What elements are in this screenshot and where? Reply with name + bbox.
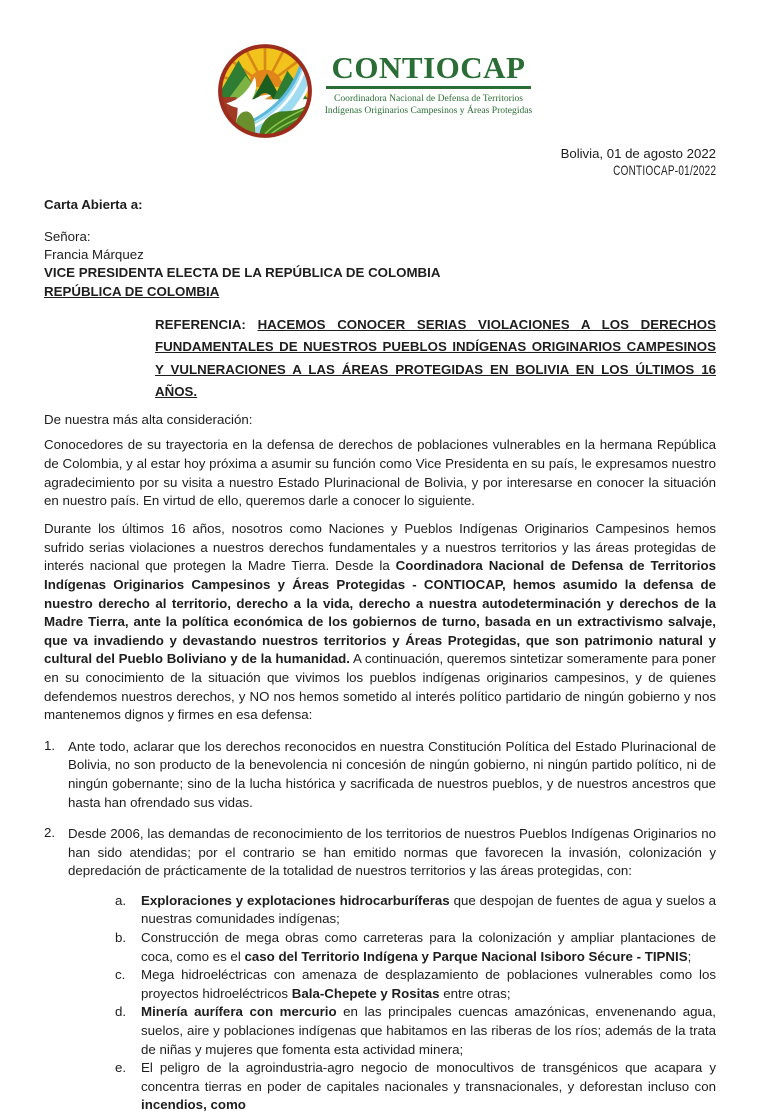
org-brand-block	[325, 40, 533, 118]
lettered-item-b	[115, 929, 716, 966]
item-text-bold: Minería aurífera con mercurio	[141, 1004, 337, 1020]
item-text-pre: Construcción de mega obras como carreteras para la colonización y ampliar plantaciones de coca, como es el	[141, 930, 716, 964]
addressee-role: VICE PRESIDENTA ELECTA DE LA REPÚBLICA DE COLOMBIA	[44, 265, 441, 281]
greeting: De nuestra más alta consideración:	[44, 411, 253, 427]
item-text-bold: Exploraciones y explotaciones hidrocarburíferas	[141, 892, 450, 908]
item-text-post: que despojan de fuentes de agua y suelos a nuestras comunidades indígenas;	[141, 892, 716, 927]
contiocap-logo-emblem-icon	[214, 40, 316, 142]
item-text-bold: caso del Territorio Indígena y Parque Nacional Isiboro Sécure - TIPNIS	[244, 948, 688, 964]
paragraph-2-bold: Coordinadora Nacional de Defensa de Territorios Indígenas Originarios Campesinos y Áreas Protegidas - CONTIOCAP, hemos asumido la defensa de nuestro derecho al territorio, derecho a la vida, derecho a nuestra autodeterminación y derechos de la Madre Tierra, ante la política económica de los gobiernos de turno, basada en un extractivismo salvaje, que va invadiendo y devastando nuestros territorios y Áreas Protegidas, que son patrimonio natural y cultural del Pueblo Boliviano y de la humanidad.	[44, 558, 716, 667]
lettered-item-c	[115, 966, 716, 1003]
paragraph-1: Conocedores de su trayectoria en la defensa de derechos de poblaciones vulnerables en la hermana República de Colombia, y al estar hoy próxima a asumir su función como Vice Presidenta en su país, le expresamos nuestro agradecimiento por su visita a nuestro Estado Plurinacional de Bolivia, y por interesarse en conocer la situación en nuestro país. En virtud de ello, queremos darle a conocer lo siguiente.	[44, 437, 716, 509]
open-letter-heading: Carta Abierta a:	[44, 197, 143, 212]
org-name: CONTIOCAP	[331, 50, 526, 85]
item-text-post: entre otras;	[439, 985, 511, 1001]
paragraph-2-post: A continuación, queremos sintetizar someramente para poner en su conocimiento de la situación que vivimos los pueblos indígenas originarios campesinos, y de quienes defendemos nuestros derechos, y NO nos hemos sometido al interés político partidario de ningún gobierno y nos mantenemos dignos y firmes en esa defensa:	[44, 651, 716, 723]
item-letter: e.	[115, 1060, 127, 1076]
item-text	[141, 966, 716, 1003]
item-number: 2.	[44, 825, 56, 841]
lettered-item-d	[115, 1003, 716, 1059]
contiocap-logo	[214, 40, 316, 142]
addressee-country: REPÚBLICA DE COLOMBIA	[44, 283, 220, 299]
item-text	[141, 1003, 716, 1059]
item-number: 1.	[44, 737, 56, 753]
addressee-block	[44, 228, 716, 301]
item-text-bold: incendios, como	[141, 1097, 246, 1113]
item-text-post: ;	[687, 948, 692, 964]
item-text-bold: Bala-Chepete y Rositas	[291, 985, 440, 1001]
reference-number: CONTIOCAP-01/2022	[612, 163, 716, 178]
date-line: Bolivia, 01 de agosto 2022	[560, 146, 716, 161]
item-text-post: en las principales cuencas amazónicas, envenenando agua, suelos, aire y poblaciones indígenas que habitamos en las riberas de los ríos; además de la trata de niñas y mujeres que fomenta esta actividad minera;	[141, 1004, 716, 1057]
paragraph-2	[44, 520, 716, 725]
item-letter: b.	[115, 930, 127, 946]
paragraph-2-pre: Durante los últimos 16 años, nosotros como Naciones y Pueblos Indígenas Originarios Campesinos hemos sufrido serias violaciones a nuestros derechos fundamentales y a nuestros territorios y las áreas protegidas de interés nacional que protegen la Madre Tierra. Desde la	[44, 521, 716, 574]
addressee-name: Francia Márquez	[44, 247, 144, 263]
reference-label: REFERENCIA:	[155, 316, 246, 332]
date-block	[44, 145, 716, 179]
org-subtitle-line2: Indígenas Originarios Campesinos y Áreas Protegidas	[324, 105, 533, 116]
item-text-pre: El peligro de la agroindustria-agro negocio de monocultivos de transgénicos que acapara y concentra tierras en poder de capitales nacionales y transnacionales, y deforestan incluso con	[141, 1060, 716, 1094]
reference-text: HACEMOS CONOCER SERIAS VIOLACIONES A LOS DERECHOS FUNDAMENTALES DE NUESTROS PUEBLOS INDÍGENAS ORIGINARIOS CAMPESINOS Y VULNERACIONES A LAS ÁREAS PROTEGIDAS EN BOLIVIA EN LOS ÚLTIMOS 16 AÑOS.	[155, 316, 716, 400]
item-letter: a.	[115, 892, 127, 908]
item-text: Desde 2006, las demandas de reconocimiento de los territorios de nuestros Pueblos Indígenas Originarios no han sido atendidas; por el contrario se han emitido normas que favorecen la invasión, colonización y depredación de prácticamente de la totalidad de nuestros territorios y las áreas protegidas, con:	[68, 826, 716, 879]
letterhead	[30, 40, 716, 142]
numbered-item-2	[44, 825, 716, 881]
org-divider	[326, 86, 532, 89]
item-text-pre: Mega hidroeléctricas con amenaza de desplazamiento de poblaciones vulnerables como los proyectos hidroeléctricos	[141, 967, 716, 1001]
addressee-salutation: Señora:	[44, 229, 91, 244]
item-letter: d.	[115, 1004, 127, 1020]
numbered-item-1	[44, 738, 716, 812]
lettered-list	[115, 892, 716, 1115]
item-text: Ante todo, aclarar que los derechos reconocidos en nuestra Constitución Política del Estado Plurinacional de Bolivia, no son producto de la benevolencia ni concesión de ningún gobierno, ni ningún partido político, ni de ningún gobernante; sino de la lucha histórica y sacrificada de nuestros pueblos, y de nuestros ancestros que hasta han ofrendado sus vidas.	[68, 738, 716, 810]
item-letter: c.	[115, 967, 126, 983]
org-subtitle-line1: Coordinadora Nacional de Defensa de Territorios	[333, 92, 524, 104]
reference-number-line	[44, 162, 716, 179]
lettered-item-a	[115, 892, 716, 929]
item-text	[141, 1059, 716, 1115]
item-text	[141, 892, 716, 929]
lettered-item-e	[115, 1059, 716, 1115]
item-text	[141, 929, 716, 966]
reference-paragraph	[155, 314, 716, 404]
